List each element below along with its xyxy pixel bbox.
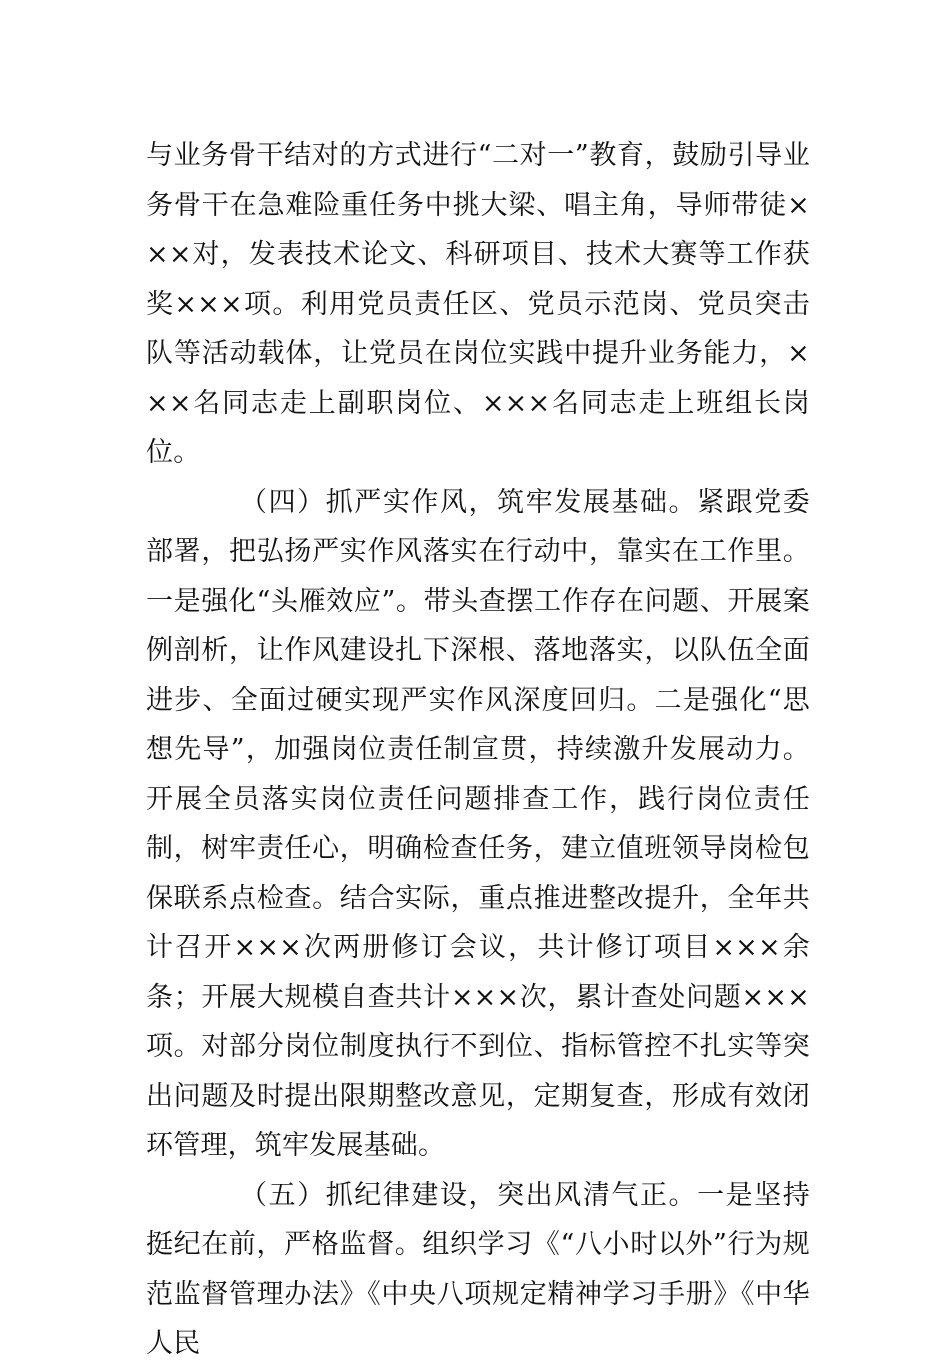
document-body [146, 131, 810, 1369]
paragraph-section-four: （四）抓严实作风，筑牢发展基础。紧跟党委部署，把弘扬严实作风落实在行动中，靠实在工作里。一是强化“头雁效应”。带头查摆工作存在问题、开展案例剖析，让作风建设扎下深根、落地落实，以队伍全面进步、全面过硬实现严实作风深度回归。二是强化“思想先导”，加强岗位责任制宣贯，持续激升发展动力。开展全员落实岗位责任问题排查工作，践行岗位责任制，树牢责任心，明确检查任务，建立值班领导岗检包保联系点检查。结合实际，重点推进整改提升，全年共计召开×××次两册修订会议，共计修订项目×××余条；开展大规模自查共计×××次，累计查处问题×××项。对部分岗位制度执行不到位、指标管控不扎实等突出问题及时提出限期整改意见，定期复查，形成有效闭环管理，筑牢发展基础。 [146, 486, 810, 1161]
paragraph-section-five: （五）抓纪律建设，突出风清气正。一是坚持挺纪在前，严格监督。组织学习《“八小时以外”行为规范监督管理办法》《中央八项规定精神学习手册》《中华人民 [146, 1179, 810, 1359]
paragraph-continuation: 与业务骨干结对的方式进行“二对一”教育，鼓励引导业务骨干在急难险重任务中挑大梁、唱主角，导师带徒×××对，发表技术论文、科研项目、技术大赛等工作获奖×××项。利用党员责任区、党员示范岗、党员突击队等活动载体，让党员在岗位实践中提升业务能力，×××名同志走上副职岗位、×××名同志走上班组长岗位。 [146, 140, 810, 468]
